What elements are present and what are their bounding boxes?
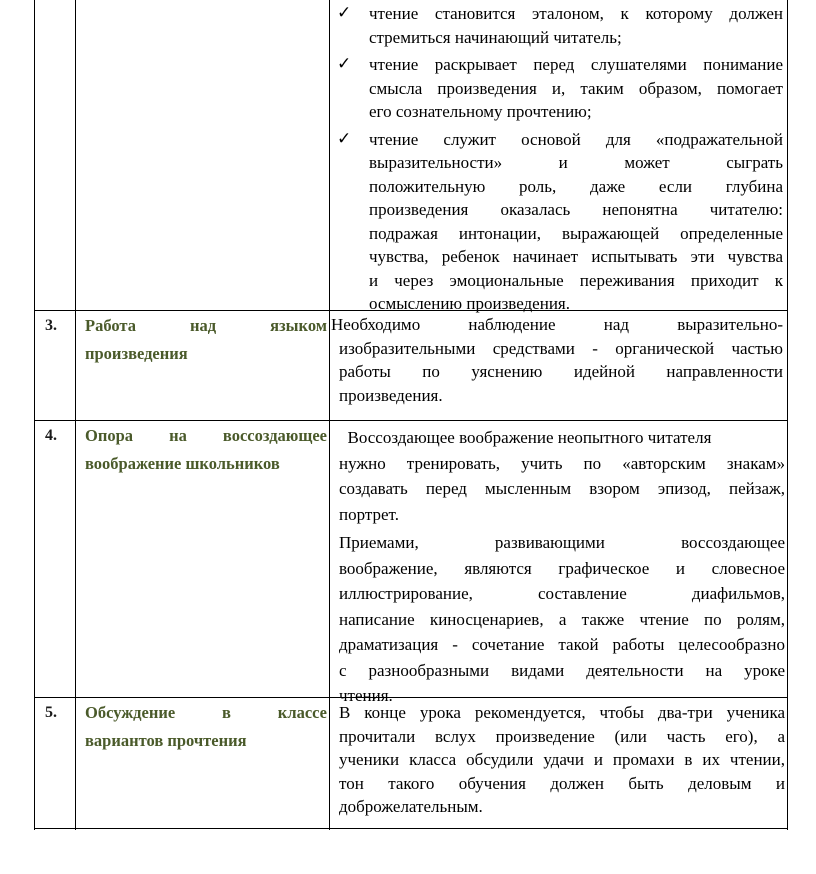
text-line: Обсуждение в классе <box>85 703 327 722</box>
row-number: 3. <box>45 317 57 334</box>
text-line: изобразительными средствами - органической частью <box>339 338 783 358</box>
text-line: портрет. <box>339 504 399 524</box>
stage-description <box>339 425 785 709</box>
text-line: осмыслению произведения. <box>369 294 570 313</box>
text-line: Приемами, развивающими воссоздающее <box>339 533 785 552</box>
list-item <box>337 2 783 49</box>
text-line: чтение раскрывает перед слушателями понимание <box>369 55 783 74</box>
text-line: выразительности» и может сыграть <box>369 153 783 172</box>
stage-title <box>85 422 327 478</box>
text-line: произведения. <box>339 385 443 405</box>
reading-benefits-cell <box>337 2 783 320</box>
text-line: написание киносценариев, а также чтение по ролям, <box>339 609 785 629</box>
text-line: тон такого обучения должен быть деловым и <box>339 773 785 793</box>
paragraph <box>339 530 785 709</box>
checkmark-icon: ✓ <box>337 54 352 74</box>
text-line: нужно тренировать, учить по «авторским знакам» <box>339 453 785 473</box>
text-line: работы по уяснению идейной направленности <box>339 362 783 381</box>
stage-title <box>85 699 327 755</box>
row-divider <box>35 828 787 829</box>
checkmark-icon: ✓ <box>337 3 352 23</box>
text-line: ученики класса обсудили удачи и промахи в их чтении, <box>339 750 785 769</box>
methods-table <box>34 0 788 830</box>
row-number: 5. <box>45 704 57 721</box>
text-line: доброжелательным. <box>339 797 483 816</box>
text-line: его сознательному прочтению; <box>369 102 592 121</box>
text-line: Воссоздающее воображение неопытного читателя <box>339 428 712 447</box>
row-divider <box>35 420 787 421</box>
text-line: воображение, являются графическое и словесное <box>339 558 785 578</box>
text-line: создавать перед мысленным взором эпизод, пейзаж, <box>339 479 785 498</box>
text-line: с разнообразными видами деятельности на уроке <box>339 660 785 680</box>
text-line: стремиться начинающий читатель; <box>369 27 622 47</box>
text-line: положительную роль, даже если глубина <box>369 176 783 196</box>
text-line: чувства, ребенок начинает испытывать эти чувства <box>369 247 783 266</box>
reading-benefits-list <box>337 2 783 316</box>
stage-description <box>339 701 785 819</box>
stage-description <box>331 313 783 407</box>
text-line: Опора на воссоздающее <box>85 426 327 445</box>
text-line: Необходимо наблюдение над выразительно- <box>331 315 783 334</box>
text-line: Работа над языком <box>85 316 327 335</box>
text-line: иллюстрирование, составление диафильмов, <box>339 584 785 603</box>
text-line: чтение служит основой для «подражательной <box>369 129 783 149</box>
text-line: воображение школьников <box>85 454 280 473</box>
list-item <box>337 53 783 124</box>
text-line: произведения оказалась непонятна читателю: <box>369 200 783 219</box>
text-line: прочитали вслух произведение (или часть его), а <box>339 726 785 746</box>
paragraph <box>339 425 785 527</box>
text-line: чтение становится эталоном, к которому должен <box>369 4 783 23</box>
text-line: чтения. <box>339 686 393 705</box>
text-line: и через эмоциональные переживания приходит к <box>369 270 783 290</box>
stage-title <box>85 312 327 368</box>
row-number: 4. <box>45 427 57 444</box>
list-item <box>337 128 783 316</box>
text-line: драматизация - сочетание такой работы целесообразно <box>339 635 785 654</box>
column-divider-number <box>75 0 76 830</box>
text-line: смысла произведения и, таким образом, помогает <box>369 78 783 98</box>
text-line: подражая интонации, выражающей определенные <box>369 223 783 243</box>
text-line: вариантов прочтения <box>85 731 247 750</box>
column-divider-stage <box>329 0 330 830</box>
checkmark-icon: ✓ <box>337 128 352 149</box>
text-line: произведения <box>85 344 188 363</box>
text-line: В конце урока рекомендуется, чтобы два-три ученика <box>339 703 785 722</box>
